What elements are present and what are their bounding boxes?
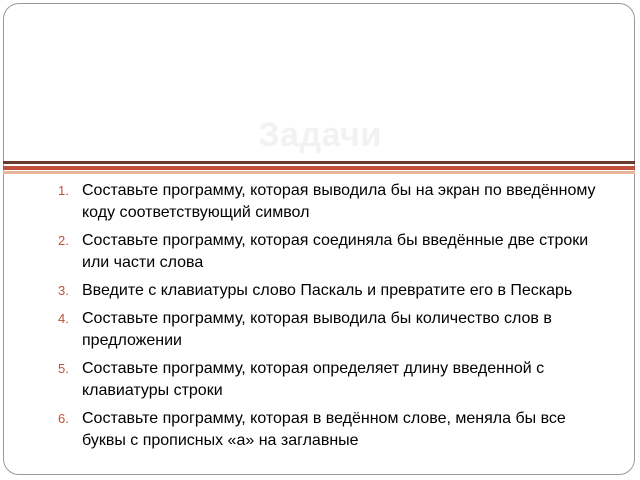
task-number: 6.	[58, 411, 69, 426]
title-divider-light	[3, 171, 635, 174]
slide-title: Задачи	[258, 116, 382, 154]
task-number: 4.	[58, 311, 69, 326]
task-item-6	[36, 408, 596, 452]
task-item-3	[36, 280, 596, 302]
task-number: 5.	[58, 361, 69, 376]
task-text: Составьте программу, которая определяет длину введенной с клавиатуры строки	[82, 360, 545, 399]
task-list	[36, 180, 596, 458]
task-number: 1.	[58, 183, 69, 198]
task-item-1	[36, 180, 596, 224]
title-divider-accent	[3, 166, 635, 170]
task-item-5	[36, 358, 596, 402]
task-text: Составьте программу, которая в ведённом слове, меняла бы все буквы с прописных «а» на заглавные	[82, 410, 566, 449]
task-text: Составьте программу, которая выводила бы количество слов в предложении	[82, 310, 552, 349]
task-number: 3.	[58, 283, 69, 298]
task-text: Введите с клавиатуры слово Паскаль и превратите его в Пескарь	[82, 282, 573, 299]
task-item-4	[36, 308, 596, 352]
task-text: Составьте программу, которая соединяла бы введённые две строки или части слова	[82, 232, 589, 271]
title-divider-dark	[3, 161, 635, 164]
task-item-2	[36, 230, 596, 274]
task-number: 2.	[58, 233, 69, 248]
task-text: Составьте программу, которая выводила бы на экран по введённому коду соответствующий символ	[82, 182, 596, 221]
